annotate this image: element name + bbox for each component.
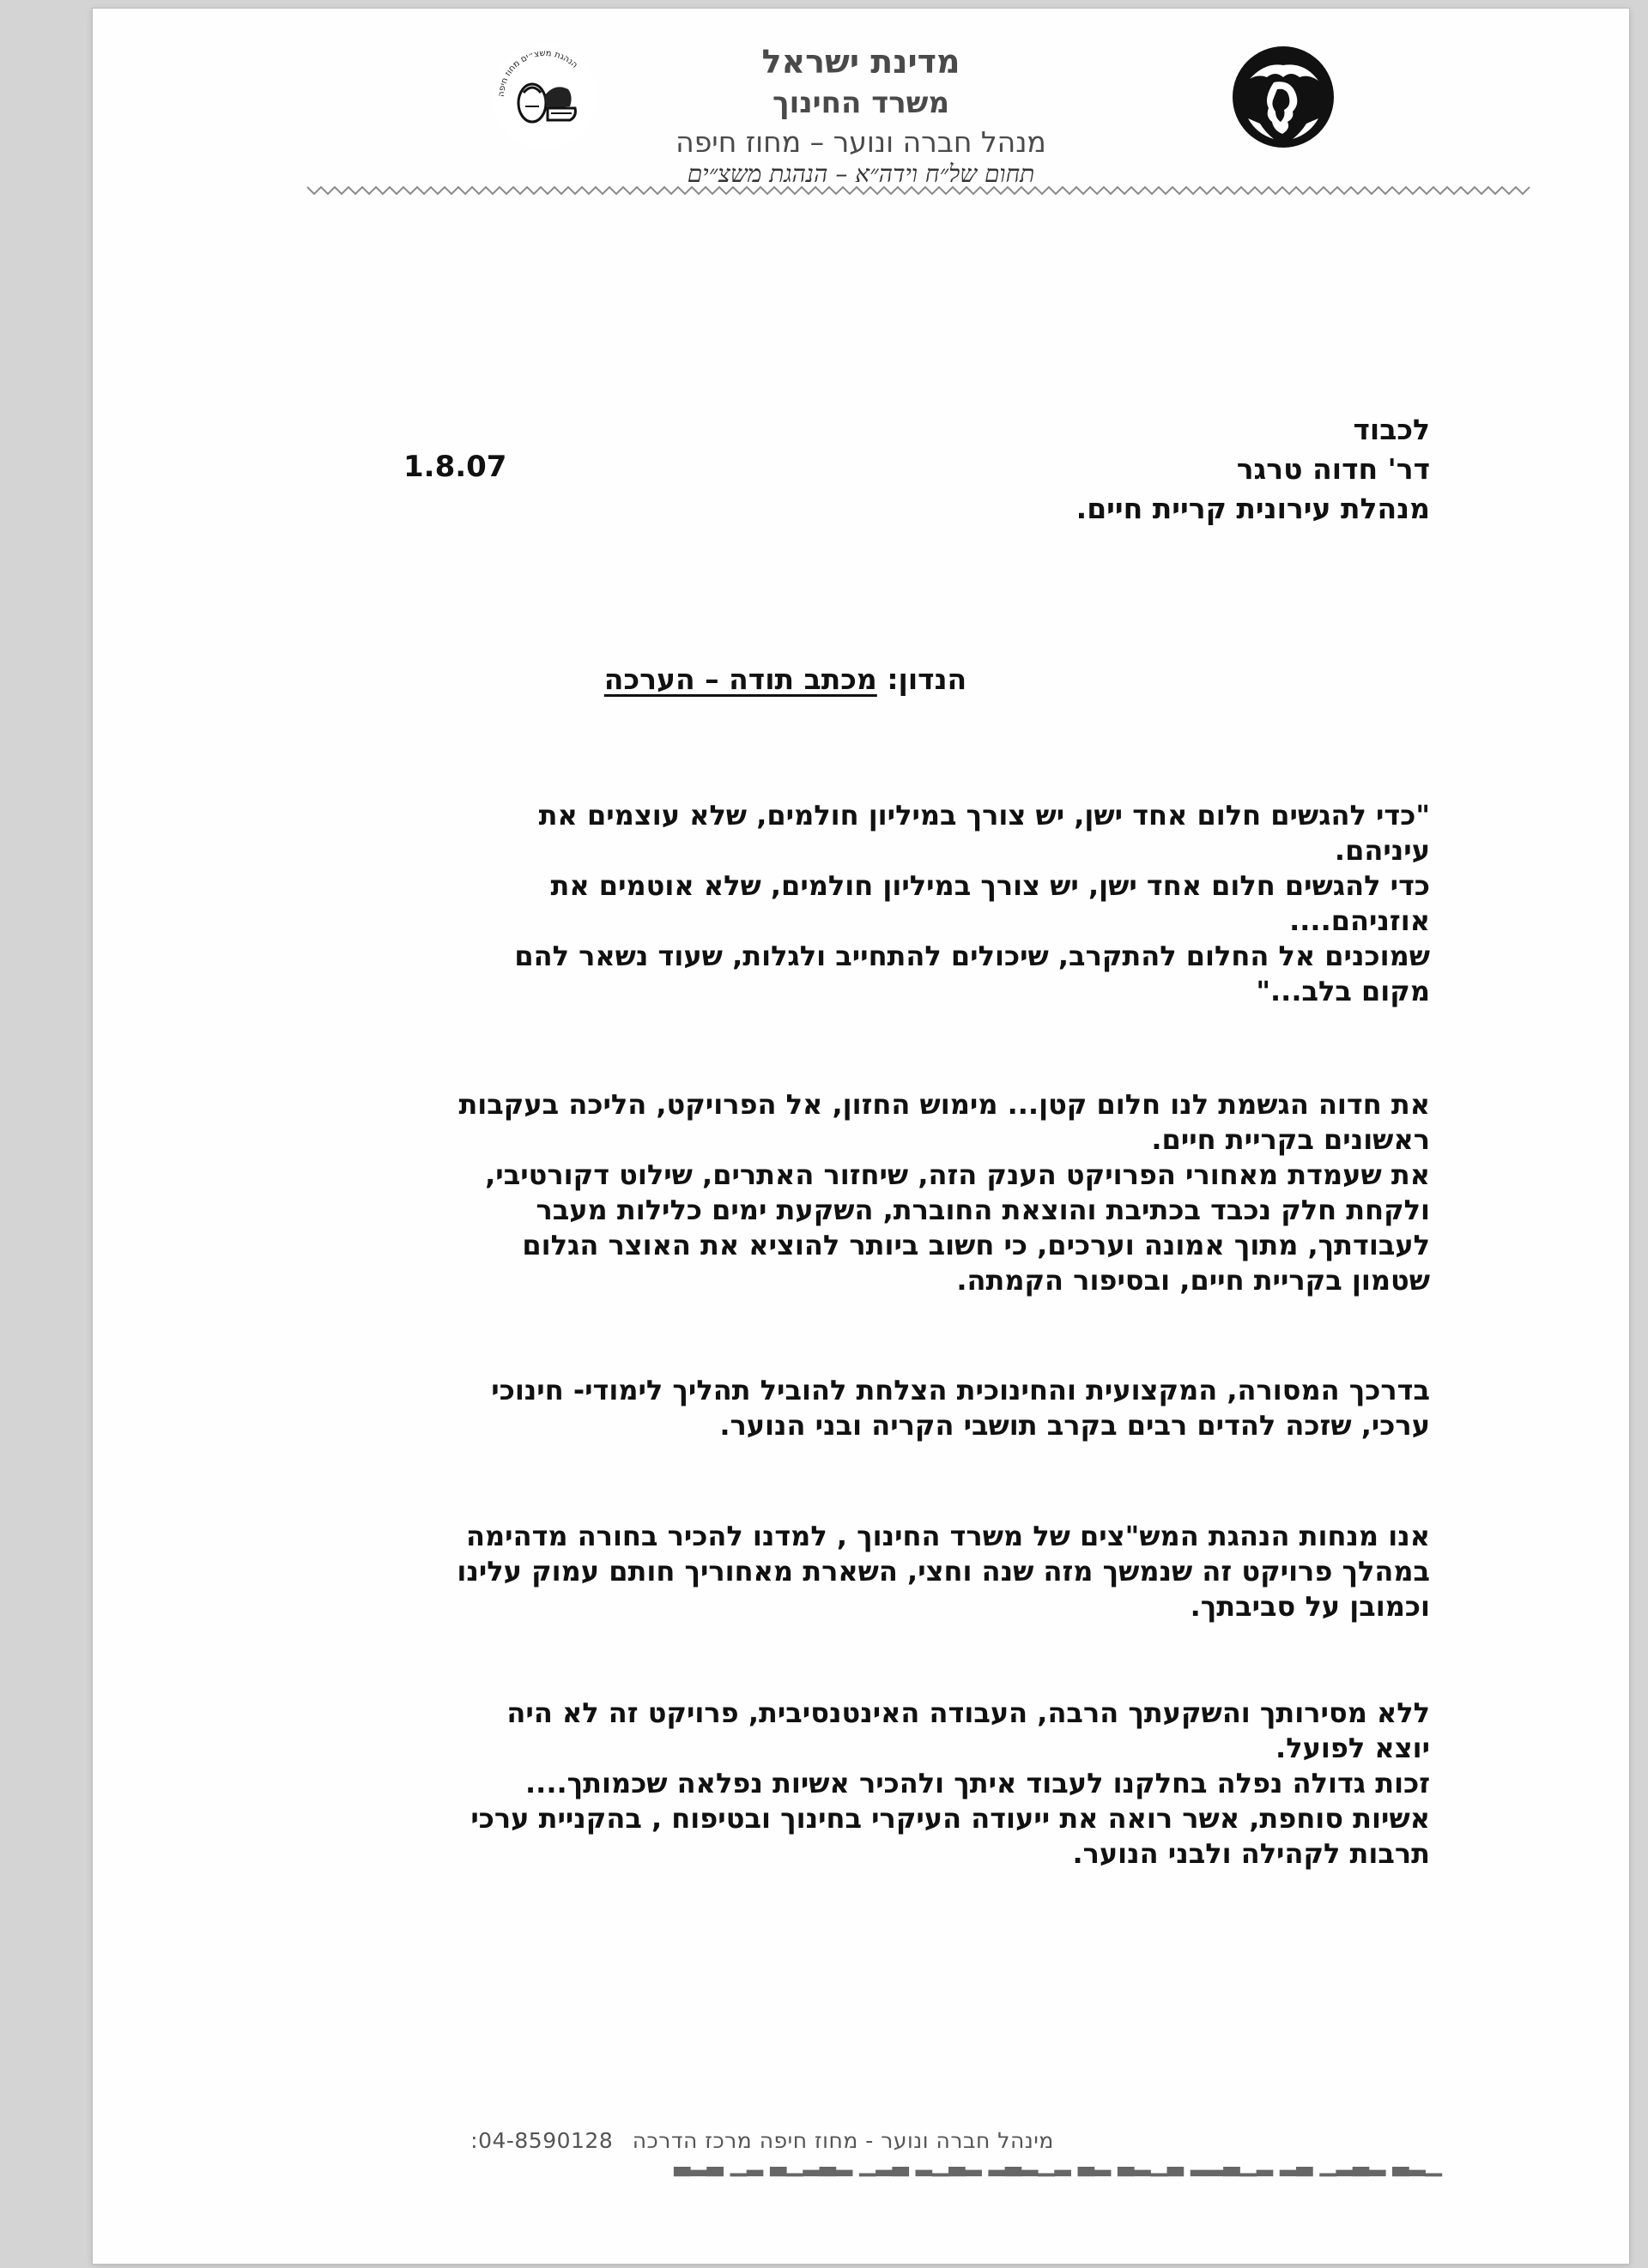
emblem-ring-text: הנהגת משצ״ים מחוז חיפה: [496, 48, 579, 98]
text-line: אנו מנחות הנהגת המש"צים של משרד החינוך , למדנו להכיר בחורה מדהימה: [466, 1520, 1430, 1552]
addressee-name: דר' חדוה טרגר: [1236, 452, 1430, 486]
text-line: תרבות לקהילה ולבני הנוער.: [1072, 1837, 1430, 1870]
text-line: מקום בלב...": [1256, 975, 1430, 1007]
text-line: זכות גדולה נפלה בחלקנו לעבוד איתך ולהכיר אשיות נפלאה שכמותך....: [525, 1767, 1430, 1799]
text-line: שמוכנים אל החלום להתקרב, שיכולים להתחייב ולגלות, שעוד נשאר להם: [514, 940, 1430, 972]
body-paragraph-4: [347, 1696, 1430, 1872]
letterhead-subdivision: תחום של״ח וידה״א – הנהגת משצ״ים: [687, 160, 1035, 188]
text-line: וכמובן על סביבתך.: [1190, 1590, 1430, 1623]
letter-page: [93, 9, 1629, 2264]
footer-phone: 04-8590128:: [470, 2128, 614, 2153]
letterhead-country: מדינת ישראל: [761, 43, 960, 81]
addressee-salutation: לכבוד: [1353, 413, 1430, 446]
text-line: את שעמדת מאחורי הפרויקט הענק הזה, שיחזור האתרים, שילוט דקורטיבי,: [485, 1158, 1430, 1191]
body-paragraph-2: [328, 1373, 1430, 1443]
body-paragraph-1: [326, 1087, 1430, 1298]
text-line: אוזניהם....: [1289, 904, 1430, 937]
text-line: ללא מסירותך והשקעתך הרבה, העבודה האינטנסיבית, פרויקט זה לא היה: [506, 1696, 1430, 1729]
text-line: עיניהם.: [1334, 834, 1430, 867]
text-line: במהלך פרויקט זה שנמשך מזה שנה וחצי, השארת מאחוריך חותם עמוק עלינו: [457, 1555, 1430, 1588]
text-line: לעבודתך, מתוך אמונה וערכים, כי חשוב ביותר להוציא את האוצר הגלום: [522, 1229, 1430, 1261]
subject-label: הנדון:: [887, 662, 967, 696]
footer: [93, 2128, 1629, 2153]
text-line: יוצא לפועל.: [1275, 1732, 1430, 1764]
text-line: בדרכך המסורה, המקצועית והחינוכית הצלחת להוביל תהליך לימודי- חינוכי: [491, 1374, 1430, 1406]
letterhead-division: מנהל חברה ונוער – מחוז חיפה: [676, 125, 1046, 159]
footer-org: מינהל חברה ונוער - מחוז חיפה מרכז הדרכה: [632, 2128, 1054, 2153]
footer-cut-line: ▁▂▃ ▂▃▂▁ ▃▂ ▂▁▃▂▂ ▃▁▂▃ ▂▃ ▂▁▂▃▂ ▂▃▁▂ ▃▂▁ ▂▃▂▁▃ ▂▁ ▃▂▃: [674, 2151, 1442, 2176]
subject-title: מכתב תודה – הערכה: [603, 662, 877, 696]
letterhead-divider: [307, 184, 1535, 197]
subject-line: [93, 662, 1629, 696]
text-line: אשיות סוחפת, אשר רואה את ייעודה העיקרי בחינוך ובטיפוח , בהקניית ערכי: [470, 1802, 1430, 1835]
text-line: "כדי להגשים חלום אחד ישן, יש צורך במיליון חולמים, שלא עוצמים את: [538, 799, 1430, 832]
letter-date: 1.8.07: [403, 450, 507, 484]
addressee-block: [1076, 410, 1430, 529]
text-line: כדי להגשים חלום אחד ישן, יש צורך במיליון חולמים, שלא אוטמים את: [550, 869, 1430, 902]
quote-paragraph: [348, 798, 1430, 1009]
text-line: ולקחת חלק נכבד בכתיבת והוצאת החוברת, השקעת ימים כלילות מעבר: [536, 1194, 1430, 1226]
body-paragraph-3: [323, 1519, 1430, 1624]
text-line: ראשונים בקריית חיים.: [1151, 1123, 1430, 1156]
addressee-role: מנהלת עירונית קריית חיים.: [1075, 492, 1430, 525]
text-line: ערכי, שזכה להדים רבים בקרב תושבי הקריה ובני הנוער.: [719, 1409, 1430, 1442]
letterhead-ministry: משרד החינוך: [772, 86, 950, 120]
text-line: שטמון בקריית חיים, ובסיפור הקמתה.: [956, 1264, 1430, 1297]
text-line: את חדוה הגשמת לנו חלום קטן... מימוש החזון, אל הפרויקט, הליכה בעקבות: [458, 1088, 1430, 1121]
